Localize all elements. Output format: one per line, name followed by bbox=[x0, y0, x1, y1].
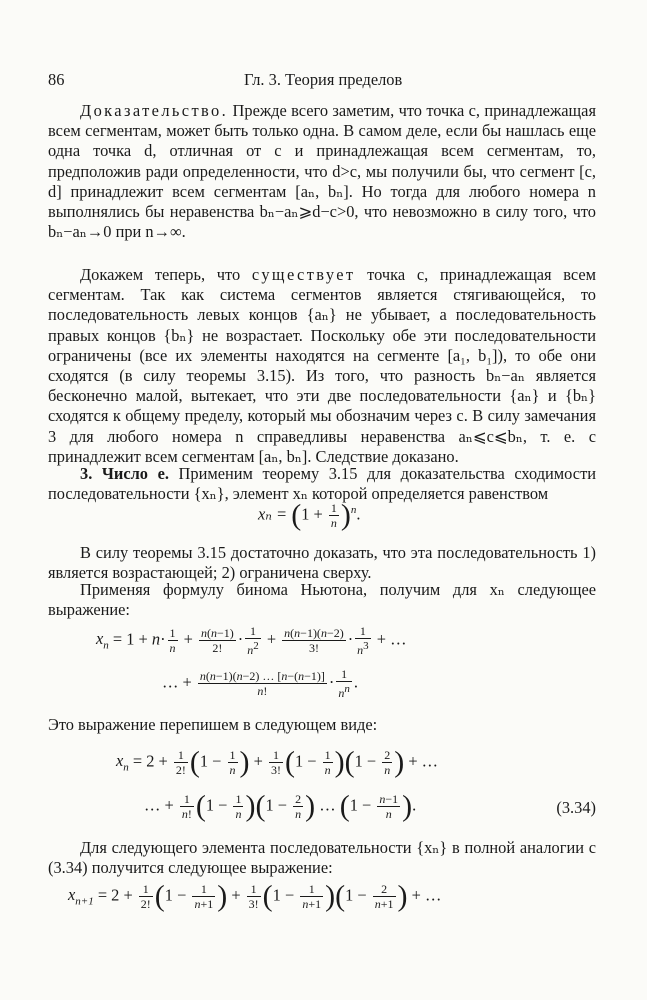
existence-text: точка c, принадлежащая всем сегментам. Так как система сегментов является стягивающейся, то последовательность левых концов {aₙ} не убывает, а последовательность правых концов {bₙ} не возрастает. Поскольку обе эти последовательности ограничены (все их элементы находятся на сегменте [a₁, b₁]), то обе они сходятся (в силу теоремы 3.15). Из того, что разность bₙ−aₙ является бесконечно малой, вытекает, что эти две последовательности {aₙ} и {bₙ} сходятся к общему пределу, который мы обозначим через c. В силу замечания 3 для любого номера n справедливы неравенства aₙ⩽c⩽bₙ, т. е. c принадлежит всем сегментам [aₙ, bₙ]. Следствие доказано. bbox=[48, 265, 596, 466]
section-title: 3. Число e. bbox=[80, 464, 169, 483]
theorem-paragraph: В силу теоремы 3.15 достаточно доказать, что эта последовательность 1) является возрастающей; 2) ограничена сверху. bbox=[48, 543, 596, 583]
existence-lead: Докажем теперь, что bbox=[80, 265, 241, 284]
equation-number: (3.34) bbox=[556, 798, 596, 817]
next-element-equation: $x_{n+1} = 2$ + $\frac{1}{2!}$ (1 − $\frac{1}{n+1}$ ) + $\frac{1}{3!}$ (1 − $\frac{1}{n+1}$ )(1 − $\frac{2}{n+1}$ ) + … bbox=[68, 879, 442, 913]
definition-lhs: xₙ = bbox=[258, 504, 288, 524]
binomial-line-2: … + $\frac{n(n-1)(n-2) \dots [n-(n-1)]}{n!}$ · $\frac{1}{n^n}$ . bbox=[162, 667, 358, 700]
rewrite-paragraph: Это выражение перепишем в следующем виде: bbox=[48, 715, 378, 734]
proof-paragraph bbox=[48, 101, 596, 242]
definition-equation: xₙ = (1 + $\frac{1}{n}$ )$^n$. bbox=[258, 498, 361, 532]
newton-paragraph: Применяя формулу бинома Ньютона, получим для xₙ следующее выражение: bbox=[48, 580, 596, 620]
binomial-line-1: $x_n = 1 + n\cdot$ $\frac{1}{n}$ + $\frac{n(n-1)}{2!}$ · $\frac{1}{n^2}$ + $\frac{n(n-1)(n-2)}{3!}$ · $\frac{1}{n^3}$ + … bbox=[96, 624, 407, 657]
next-element-paragraph: Для следующего элемента последовательности {xₙ} в полной аналогии с (3.34) получится следующее выражение: bbox=[48, 838, 596, 878]
page-number: 86 bbox=[48, 70, 65, 89]
section-paragraph bbox=[48, 464, 596, 504]
existence-emphasis: существует bbox=[251, 265, 356, 284]
section-text: Применим теорему 3.15 для доказательства сходимости последовательности {xₙ}, элемент xₙ которой определяется равенством bbox=[48, 464, 596, 504]
page-header bbox=[48, 70, 596, 92]
running-head: Гл. 3. Теория пределов bbox=[244, 70, 403, 89]
existence-paragraph bbox=[48, 265, 596, 467]
proof-label: Доказательство. bbox=[80, 101, 229, 120]
proof-text: Прежде всего заметим, что точка c, принадлежащая всем сегментам, может быть только одна. В самом деле, если бы нашлась еще одна точка d, отличная от c и принадлежащая всем сегментам, то, предположив ради определенности, что d>c, мы получили бы, что сегмент [c, d] принадлежит всем сегментам [aₙ, bₙ]. Но тогда для любого номера n выполнялись бы неравенства bₙ−aₙ⩾d−c>0, что невозможно в силу того, что bₙ−aₙ→0 при n→∞. bbox=[48, 101, 596, 242]
rewrite-line-1: $x_n = 2$ + $\frac{1}{2!}$ (1 − $\frac{1}{n}$ ) + $\frac{1}{3!}$ (1 − $\frac{1}{n}$ )(1 − $\frac{2}{n}$ ) + … bbox=[116, 745, 439, 779]
rewrite-line-2: … + $\frac{1}{n!}$ (1 − $\frac{1}{n}$ )(1 − $\frac{2}{n}$ ) … (1 − $\frac{n-1}{n}$ ). bbox=[144, 789, 417, 823]
